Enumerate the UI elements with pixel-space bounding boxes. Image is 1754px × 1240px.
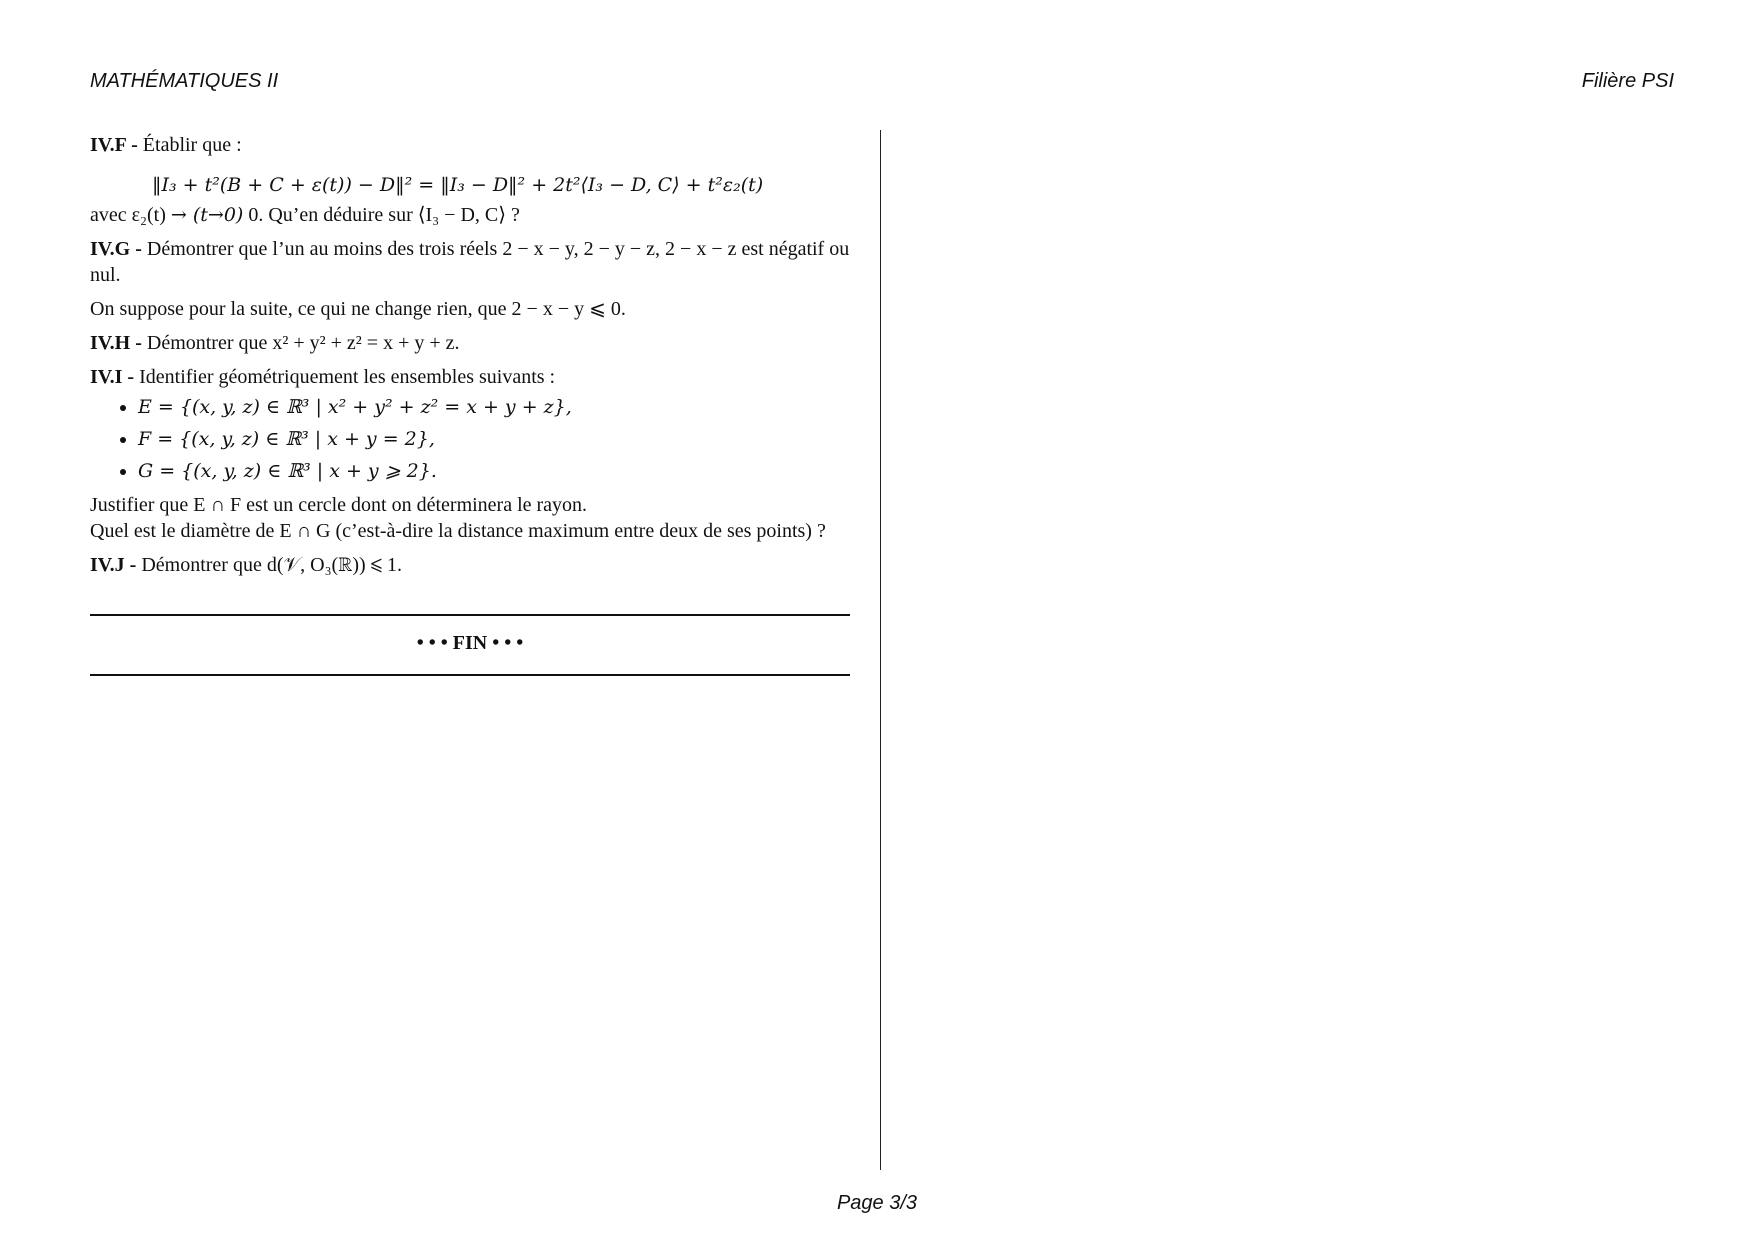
equation-note-pre: avec ε₂(t) bbox=[90, 204, 171, 226]
question-text: Démontrer que l’un au moins des trois réels 2 − x − y, 2 − y − z, 2 − x − z est négatif ou nul. bbox=[90, 238, 850, 286]
set-list bbox=[90, 394, 850, 484]
question-text: Démontrer que d(𝒱, O₃(ℝ)) ⩽ 1. bbox=[141, 554, 402, 576]
set-item-f: • F = {(x, y, z) ∈ ℝ³ | x + y = 2}, bbox=[138, 426, 850, 452]
equation-note-post: 0. Qu’en déduire sur ⟨I₃ − D, C⟩ ? bbox=[243, 204, 520, 226]
question-number: IV.J - bbox=[90, 554, 137, 576]
question-number: IV.I - bbox=[90, 366, 135, 388]
question-ivh bbox=[90, 330, 850, 356]
end-mark: • • • FIN • • • bbox=[416, 632, 524, 654]
question-ivi bbox=[90, 364, 850, 544]
question-number: IV.H - bbox=[90, 332, 142, 354]
question-text: Démontrer que x² + y² + z² = x + y + z. bbox=[146, 332, 460, 354]
display-equation: ‖I₃ + t²(B + C + ε(t)) − D‖² = ‖I₃ − D‖² + 2t²⟨I₃ − D, C⟩ + t²ε₂(t) bbox=[152, 174, 764, 196]
assumption-text: On suppose pour la suite, ce qui ne change rien, que 2 − x − y ⩽ 0. bbox=[90, 298, 626, 320]
question-ivf bbox=[90, 132, 850, 228]
diameter-question: Quel est le diamètre de E ∩ G (c’est-à-dire la distance maximum entre deux de ses points) ? bbox=[90, 520, 826, 542]
bottom-rule bbox=[90, 674, 850, 676]
question-number: IV.G - bbox=[90, 238, 142, 260]
header-subject: MATHÉMATIQUES II bbox=[90, 70, 279, 92]
question-ivj bbox=[90, 552, 850, 578]
justify-text: Justifier que E ∩ F est un cercle dont on déterminera le rayon. bbox=[90, 494, 588, 516]
question-intro: Établir que : bbox=[142, 134, 242, 156]
limit-arrow: → (t→0) bbox=[170, 204, 244, 226]
question-number: IV.F - bbox=[90, 134, 138, 156]
set-item-e: • E = {(x, y, z) ∈ ℝ³ | x² + y² + z² = x + y + z}, bbox=[138, 394, 850, 420]
column-divider bbox=[880, 130, 881, 1170]
question-ivg bbox=[90, 236, 850, 322]
header-track: Filière PSI bbox=[1581, 70, 1674, 92]
question-intro: Identifier géométriquement les ensembles suivants : bbox=[139, 366, 556, 388]
page-number: Page 3/3 bbox=[836, 1192, 918, 1214]
set-item-g: • G = {(x, y, z) ∈ ℝ³ | x + y ⩾ 2}. bbox=[138, 458, 850, 484]
main-column bbox=[90, 132, 850, 676]
